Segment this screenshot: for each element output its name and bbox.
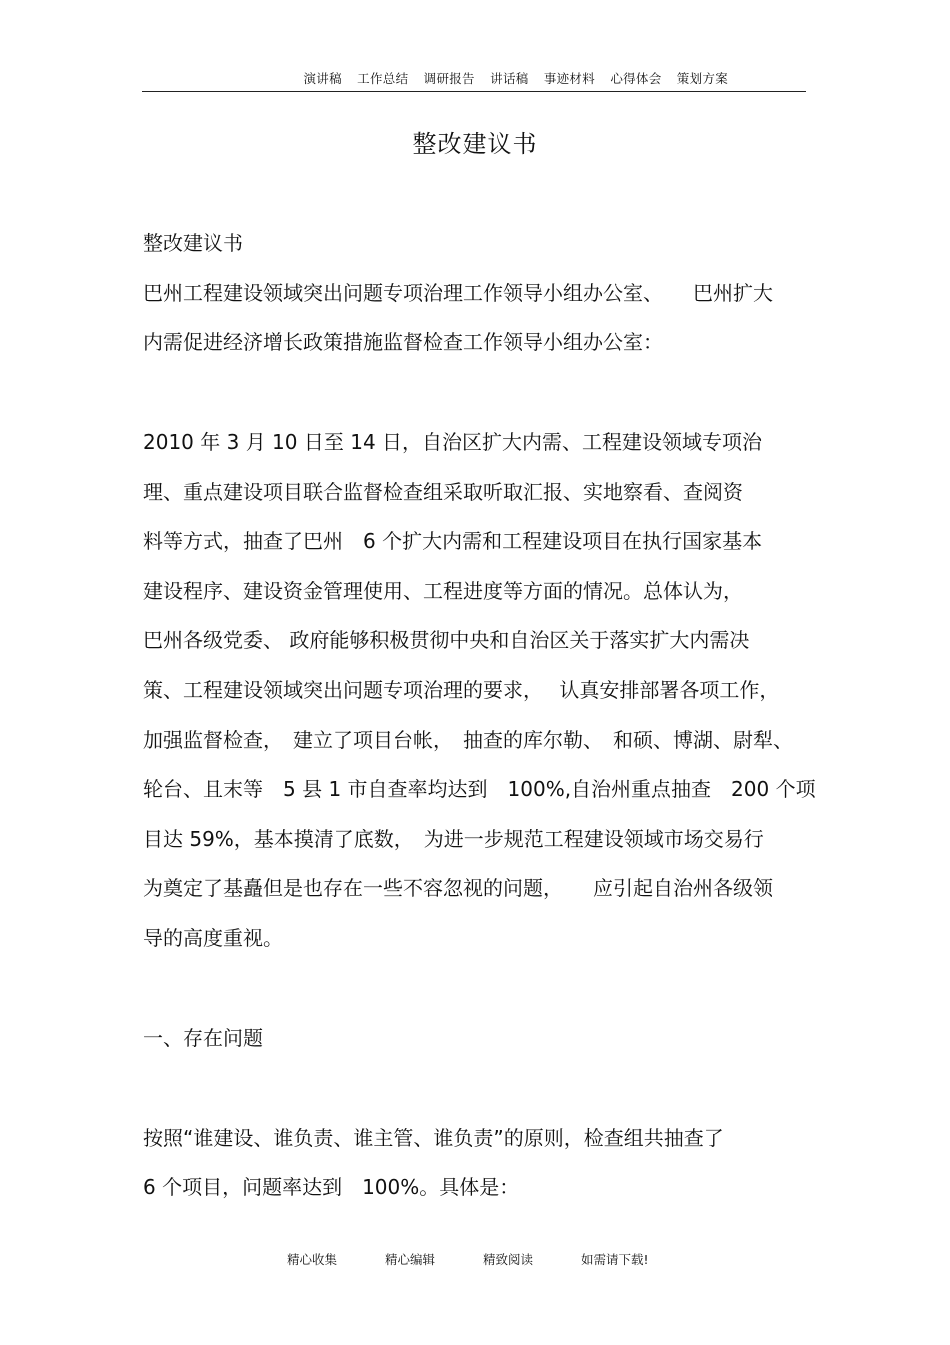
paragraph-line: 理、重点建设项目联合监督检查组采取听取汇报、实地察看、查阅资 bbox=[143, 480, 743, 504]
footer-item: 精心收集 bbox=[287, 1252, 338, 1267]
paragraph-line: 为奠定了基矗但是也存在一些不容忽视的问题， 应引起自治州各级领 bbox=[143, 876, 773, 900]
paragraph-line: 策、工程建设领域突出问题专项治理的要求， 认真安排部署各项工作， bbox=[143, 678, 780, 702]
paragraph-line: 内需促进经济增长政策措施监督检查工作领导小组办公室： bbox=[143, 330, 663, 354]
document-title: 整改建议书 bbox=[412, 130, 538, 158]
header-nav-item: 工作总结 bbox=[357, 71, 409, 86]
paragraph-line: 2010 年 3 月 10 日至 14 日，自治区扩大内需、工程建设领域专项治 bbox=[143, 430, 763, 454]
header-nav-item: 策划方案 bbox=[676, 71, 728, 86]
paragraph-line: 加强监督检查， 建立了项目台帐， 抽查的库尔勒、 和硕、博湖、尉犁、 bbox=[143, 728, 793, 752]
header-nav-item: 调研报告 bbox=[423, 71, 475, 86]
header-divider bbox=[142, 91, 806, 92]
section-heading: 整改建议书 bbox=[143, 231, 243, 255]
paragraph-line: 导的高度重视。 bbox=[143, 926, 283, 950]
paragraph-line: 按照“谁建设、谁负责、谁主管、谁负责”的原则，检查组共抽查了 bbox=[143, 1126, 724, 1150]
header-nav-item: 事迹材料 bbox=[543, 71, 596, 86]
paragraph-line: 轮台、且末等 5 县 1 市自查率均达到 100%,自治州重点抽查 200 个项 bbox=[143, 777, 816, 801]
footer-item: 精致阅读 bbox=[483, 1252, 534, 1267]
paragraph-line: 6 个项目，问题率达到 100%。具体是： bbox=[143, 1175, 520, 1199]
header-nav-item: 演讲稿 bbox=[303, 71, 342, 86]
footer-item: 精心编辑 bbox=[385, 1252, 436, 1267]
header-nav-item: 讲话稿 bbox=[490, 71, 529, 86]
paragraph-line: 建设程序、建设资金管理使用、工程进度等方面的情况。总体认为， bbox=[143, 579, 743, 603]
paragraph-line: 巴州各级党委、 政府能够积极贯彻中央和自治区关于落实扩大内需决 bbox=[143, 628, 750, 652]
paragraph-line: 巴州工程建设领域突出问题专项治理工作领导小组办公室、 巴州扩大 bbox=[143, 281, 773, 305]
header-nav-item: 心得体会 bbox=[610, 71, 662, 86]
footer bbox=[287, 1250, 693, 1268]
section-heading: 一、存在问题 bbox=[143, 1026, 263, 1050]
header-nav bbox=[142, 69, 806, 87]
footer-item: 如需请下载! bbox=[581, 1252, 649, 1267]
paragraph-line: 目达 59%，基本摸清了底数， 为进一步规范工程建设领域市场交易行 bbox=[143, 827, 764, 851]
paragraph-line: 料等方式，抽查了巴州 6 个扩大内需和工程建设项目在执行国家基本 bbox=[143, 529, 763, 553]
